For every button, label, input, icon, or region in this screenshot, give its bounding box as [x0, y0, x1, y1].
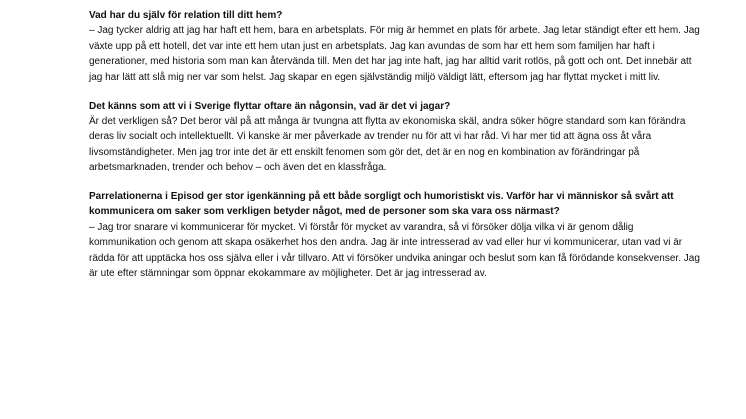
qa-block-relationships — [89, 189, 722, 281]
question-heading: Vad har du själv för relation till ditt hem? — [89, 10, 283, 21]
answer-paragraph: – Jag tror snarare vi kommunicerar för mycket. Vi förstår för mycket av varandra, så vi försöker dölja vilka vi är genom dålig kommunikation och genom att skapa osäkerhet hos den andra. Jag är inte intresserad av vad eller hur vi kommunicerar, utan vad vi är rädda för att upptäcka hos oss själva eller i vår tillvaro. Att vi försöker undvika aningar och beslut som kan få förödande konsekvenser. Jag är ute efter stämningar som öppnar ekokammare av möjligheter. Det är jag intresserad av. — [89, 221, 700, 280]
answer-paragraph: – Jag tycker aldrig att jag har haft ett hem, bara en arbetsplats. För mig är hemmet en plats för arbete. Jag letar ständigt efter ett hem. Jag växte upp på ett hotell, det var inte ett hem utan just en arbetsplats. Jag kan avundas de som har ett hem som familjen har haft i generationer, med historia som man kan återvända till. Men det har jag inte haft, jag har alltid varit rotlös, på gott och ont. Det innebär att jag har lätt att slå mig ner var som helst. Jag skapar en egen självständig miljö väldigt lätt, eftersom jag har flyttat mycket i mitt liv. — [89, 25, 700, 83]
qa-block-home — [89, 8, 722, 85]
question-heading: Det känns som att vi i Sverige flyttar oftare än någonsin, vad är det vi jagar? — [89, 100, 451, 112]
qa-block-moving — [89, 99, 722, 176]
question-heading: Parrelationerna i Episod ger stor igenkänning på ett både sorgligt och humoristiskt vis. Varför har vi människor så svårt att kommunicera om saker som verkligen betyder något, med de personer som ska vara oss närmast? — [89, 191, 674, 218]
answer-paragraph: Är det verkligen så? Det beror väl på att många är tvungna att flytta av ekonomiska skäl, andra söker högre standard som kan förändra deras liv socialt och intellektuellt. Vi kanske är mer påverkade av trender nu för att vi har råd. Vi har mer tid att ägna oss åt våra livsomständigheter. Men jag tror inte det är ett enskilt fenomen som gör det, det är en nog en kombination av förändringar på arbetsmarknaden, trender och behov – och även det en klassfråga. — [89, 115, 686, 174]
